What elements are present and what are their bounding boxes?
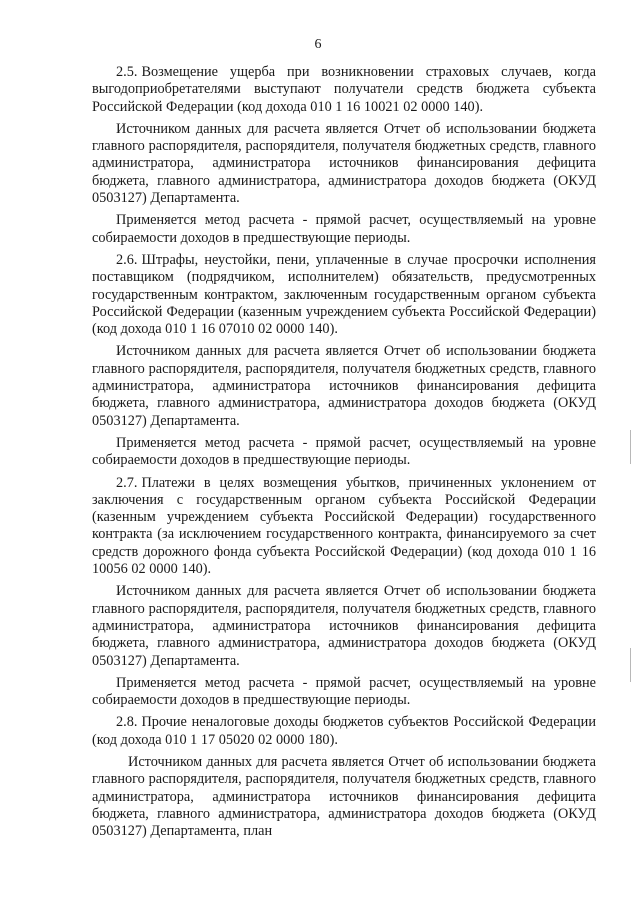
method-paragraph	[92, 212, 596, 247]
paragraph-text: Применяется метод расчета - прямой расчет, осуществляемый на уровне собираемости доходов в предшествующие периоды.	[92, 674, 596, 709]
data-source-paragraph	[92, 121, 596, 207]
paragraph-text: Источником данных для расчета является Отчет об использовании бюджета главного распорядителя, распорядителя, получателя бюджетных средств, главного администратора, администратора источников финансирования дефицита бюджета, главного администратора, администратора доходов бюджета (ОКУД 0503127) Департамента.	[92, 583, 596, 669]
section-number: 2.7.	[116, 474, 138, 491]
data-source-paragraph	[92, 754, 596, 840]
paragraph-text: Штрафы, неустойки, пени, уплаченные в случае просрочки исполнения поставщиком (подрядчиком, исполнителем) обязательств, предусмотренных государственным контрактом, заключенным государственным органом субъекта Российской Федерации (казенным учреждением субъекта Российской Федерации) (код дохода 010 1 16 07010 02 0000 140).	[92, 251, 596, 338]
section-number: 2.8.	[116, 714, 138, 731]
data-source-paragraph	[92, 583, 596, 669]
data-source-paragraph	[92, 343, 596, 429]
paragraph-text: Источником данных для расчета является Отчет об использовании бюджета главного распорядителя, распорядителя, получателя бюджетных средств, главного администратора, администратора источников финансирования дефицита бюджета, главного администратора, администратора доходов бюджета (ОКУД 0503127) Департамента, план	[92, 753, 596, 840]
document-body	[92, 64, 596, 845]
section-2-8-heading	[92, 714, 596, 749]
section-2-6-heading	[92, 252, 596, 338]
paragraph-text: Применяется метод расчета - прямой расчет, осуществляемый на уровне собираемости доходов в предшествующие периоды.	[92, 434, 596, 469]
section-2-5-heading	[92, 64, 596, 116]
scan-edge-mark	[630, 648, 631, 682]
page-number: 6	[314, 37, 322, 52]
scan-edge-mark	[630, 430, 631, 464]
section-number: 2.5.	[116, 64, 138, 80]
paragraph-text: Источником данных для расчета является Отчет об использовании бюджета главного распорядителя, распорядителя, получателя бюджетных средств, главного администратора, администратора источников финансирования дефицита бюджета, главного администратора, администратора доходов бюджета (ОКУД 0503127) Департамента.	[92, 120, 596, 207]
section-number: 2.6.	[116, 251, 138, 268]
paragraph-text: Платежи в целях возмещения убытков, причиненных уклонением от заключения с государственным органом субъекта Российской Федерации (казенным учреждением субъекта Российской Федерации) государственного контракта (за исключением государственного контракта, финансируемого за счет средств дорожного фонда субъекта Российской Федерации) (код дохода 010 1 16 10056 02 0000 140).	[92, 474, 596, 578]
paragraph-text: Источником данных для расчета является Отчет об использовании бюджета главного распорядителя, распорядителя, получателя бюджетных средств, главного администратора, администратора источников финансирования дефицита бюджета, главного администратора, администратора доходов бюджета (ОКУД 0503127) Департамента.	[92, 343, 596, 429]
paragraph-text: Возмещение ущерба при возникновении страховых случаев, когда выгодоприобретателями выступают получатели средств бюджета субъекта Российской Федерации (код дохода 010 1 16 10021 02 0000 140).	[92, 64, 596, 115]
method-paragraph	[92, 435, 596, 470]
method-paragraph	[92, 675, 596, 710]
section-2-7-heading	[92, 475, 596, 579]
paragraph-text: Прочие неналоговые доходы бюджетов субъектов Российской Федерации (код дохода 010 1 17 05020 02 0000 180).	[92, 714, 596, 748]
paragraph-text: Применяется метод расчета - прямой расчет, осуществляемый на уровне собираемости доходов в предшествующие периоды.	[92, 212, 596, 246]
